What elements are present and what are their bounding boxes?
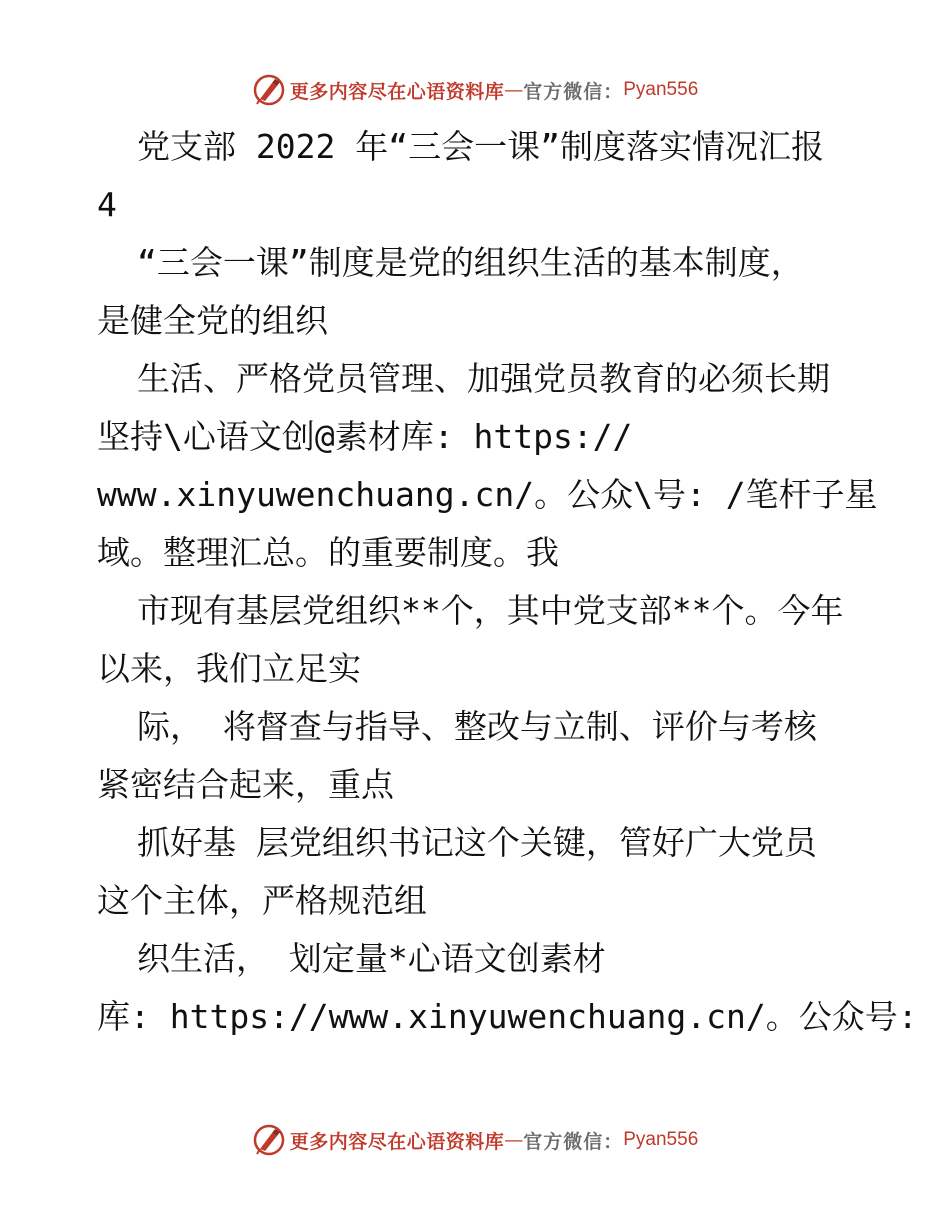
text-line: 际， 将督查与指导、整改与立制、评价与考核 (137, 707, 817, 746)
text-line: 市现有基层党组织**个，其中党支部**个。今年 (137, 591, 844, 630)
fountain-pen-logo-icon (252, 73, 286, 107)
text-line: 以来，我们立足实 (97, 649, 361, 688)
text-line: 抓好基 层党组织书记这个关键，管好广大党员 (137, 823, 817, 862)
promo-text: 更多内容尽在心语资料库 (289, 80, 505, 103)
text-line: 库: https://www.xinyuwenchuang.cn/。公众号: (97, 997, 918, 1036)
document-body (97, 118, 918, 1046)
wechat-id: Pyan556 (623, 1129, 699, 1150)
text-line: 坚持\心语文创@素材库: https:// (97, 417, 633, 456)
text-line: 是健全党的组织 (97, 301, 328, 340)
text-line: www.xinyuwenchuang.cn/。公众\号: /笔杆子星 (97, 475, 878, 514)
text-line: 这个主体，严格规范组 (97, 881, 427, 920)
official-label: 官方微信： (523, 80, 624, 103)
banner-separator: — (504, 79, 524, 101)
text-line: 4 (97, 185, 117, 224)
banner-separator: — (504, 1129, 524, 1151)
text-line: 党支部 2022 年“三会一课”制度落实情况汇报 (137, 127, 824, 166)
text-line: 生活、严格党员管理、加强党员教育的必须长期 (137, 359, 830, 398)
fountain-pen-logo-icon (252, 1123, 286, 1157)
promo-text: 更多内容尽在心语资料库 (289, 1130, 505, 1153)
wechat-id: Pyan556 (623, 79, 699, 100)
official-label: 官方微信： (523, 1130, 624, 1153)
text-line: 织生活， 划定量*心语文创素材 (137, 939, 606, 978)
header-banner (0, 70, 950, 110)
text-line: 紧密结合起来，重点 (97, 765, 394, 804)
footer-banner (0, 1120, 950, 1160)
text-line: “三会一课”制度是党的组织生活的基本制度， (137, 243, 804, 282)
text-line: 域。整理汇总。的重要制度。我 (97, 533, 559, 572)
